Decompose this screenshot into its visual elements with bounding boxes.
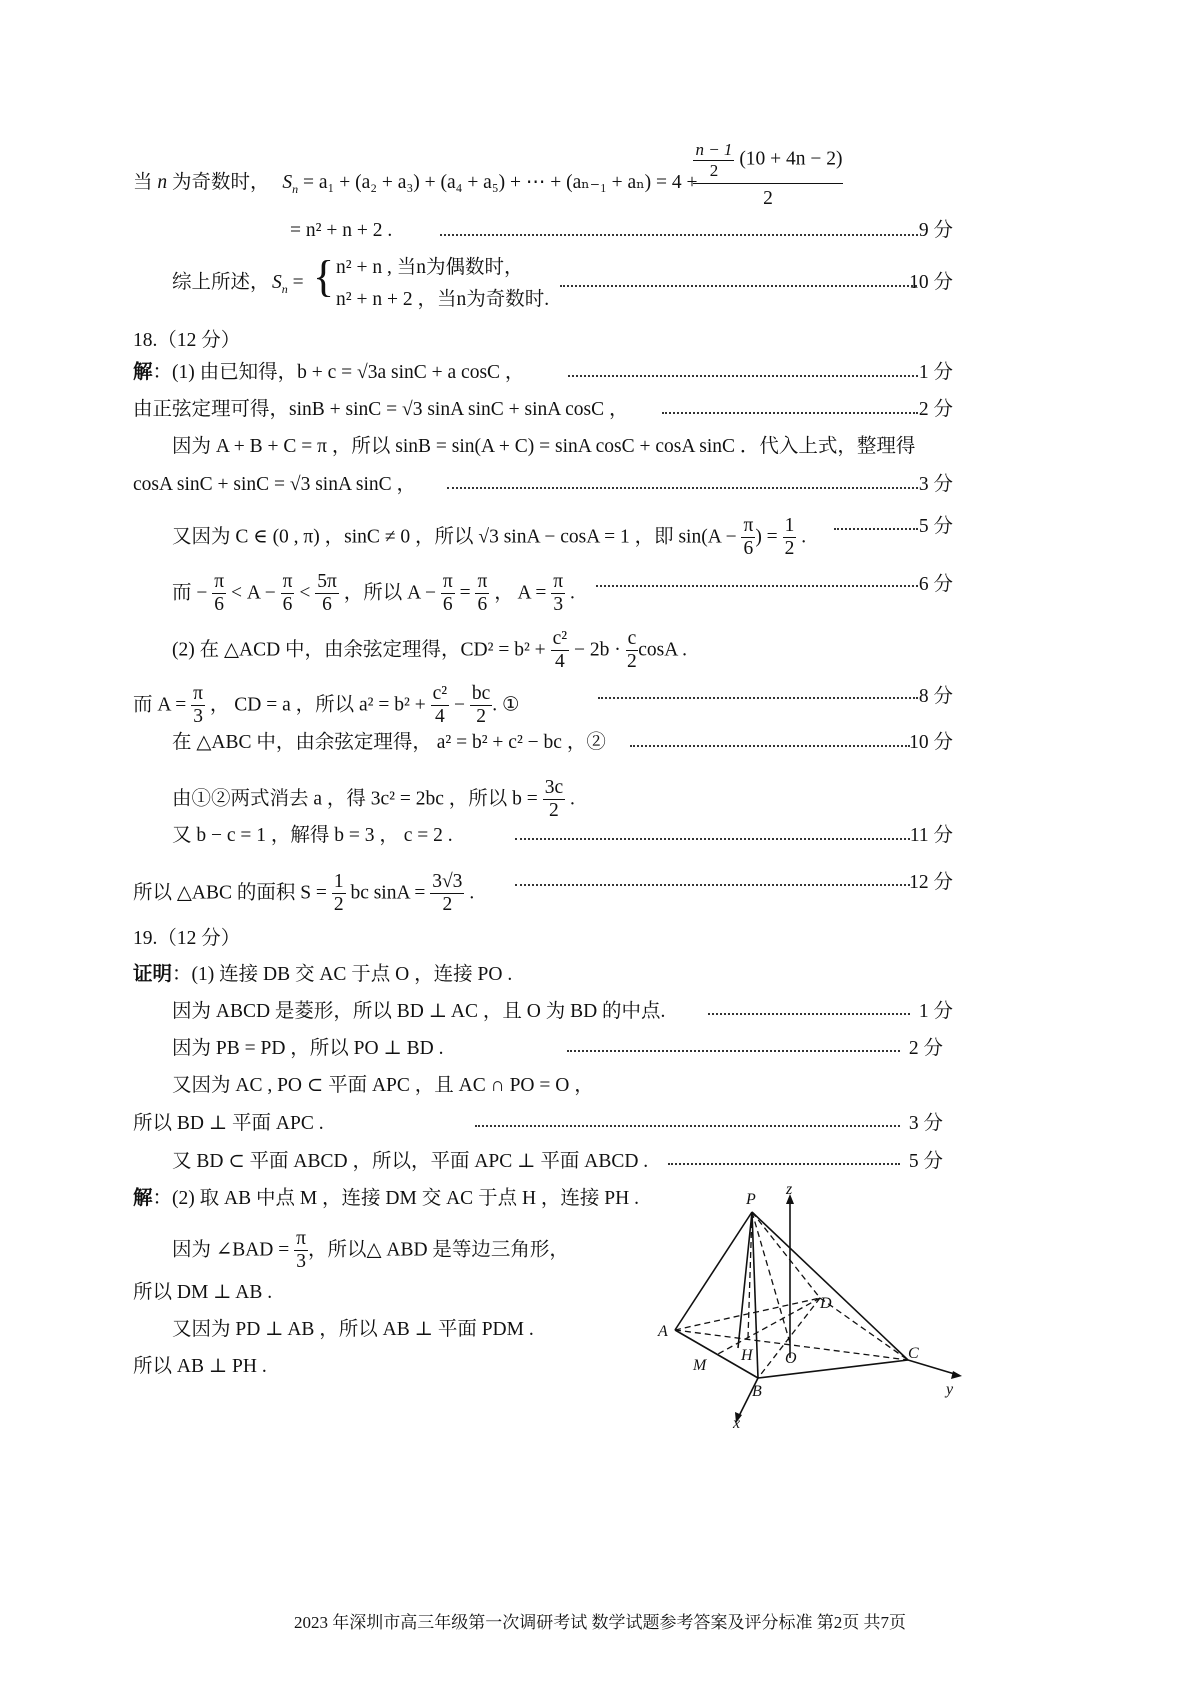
frac-den: 2 (333, 894, 344, 916)
text: < A − (230, 582, 276, 604)
text: − (453, 694, 465, 716)
text: ，所以 A − (343, 582, 436, 604)
score: 3 分 (908, 1113, 943, 1134)
q19-line3: 因为 PB = PD ，所以 PO ⊥ BD . (172, 1038, 444, 1059)
sol-label: 解 (133, 1188, 153, 1209)
q18-line4: cosA sinC + sinC = √3 sinA sinC ， (133, 474, 416, 495)
score: 5 分 (918, 516, 953, 537)
leader-dots (568, 375, 918, 377)
label-x: x (733, 1415, 741, 1432)
leader-dots (630, 745, 910, 747)
case-even: n² + n , 当n为偶数时， (336, 257, 524, 278)
score: 10 分 (909, 732, 953, 753)
frac-den: 3 (553, 594, 564, 616)
score: 1 分 (918, 362, 953, 383)
leader-dots (440, 234, 918, 236)
score: 3 分 (918, 474, 953, 495)
text: 又因为 C ∈ (0 , π) ，sinC ≠ 0 ，所以 √3 sinA − cosA = 1 ，即 sin(A − (172, 526, 737, 548)
text: 所以 △ABC 的面积 S = (133, 882, 327, 904)
text: ， A = (494, 582, 547, 604)
q19-heading: 19.（12 分） (133, 928, 241, 949)
frac-den: 4 (554, 651, 565, 673)
text: ：(2) 取 AB 中点 M ，连接 DM 交 AC 于点 H ，连接 PH . (152, 1188, 639, 1209)
frac-num: π (741, 515, 755, 538)
line-odd-case: 当 n 为奇数时， $S_n = a_1 + (a_2 + a_3) + (a_4 + a_5)$ + ⋯ + (aₙ₋₁ + aₙ) = 4 + (133, 172, 698, 196)
q19-line7 (133, 1189, 639, 1209)
summary-s: $S_n$ = (272, 272, 304, 296)
text: 而 A = (133, 694, 187, 716)
text: ， CD = a ，所以 a² = b² + (209, 694, 426, 716)
leader-dots (596, 585, 918, 587)
score: 1 分 (918, 1001, 953, 1022)
label-B: B (752, 1383, 762, 1400)
leader-dots (567, 1050, 900, 1052)
frac-den: 6 (442, 594, 453, 616)
frac-num: 1 (783, 515, 797, 538)
fraction-denominator: 2 (709, 160, 719, 180)
label-M: M (693, 1357, 707, 1374)
frac-den: 4 (434, 706, 445, 728)
text: < (299, 582, 311, 604)
q18-line2: 由正弦定理可得，sinB + sinC = √3 sinA sinC + sinA cosC ， (133, 399, 629, 420)
text: ：(1) 连接 DB 交 AC 于点 O ，连接 PO . (172, 964, 513, 985)
case-odd: n² + n + 2 ，当n为奇数时. (336, 289, 550, 310)
text: 而 − (172, 582, 208, 604)
frac-den: 2 (476, 706, 486, 728)
leader-dots (560, 285, 917, 287)
q18-line3: 因为 A + B + C = π ，所以 sinB = sin(A + C) = sinA cosC + cosA sinC ．代入上式，整理得 (172, 436, 916, 457)
frac-den: 3 (193, 706, 203, 728)
q18-line7 (172, 628, 687, 674)
text: ，所以△ ABD 是等边三角形， (308, 1239, 569, 1261)
q19-line11: 所以 AB ⊥ PH . (133, 1356, 267, 1377)
text: bc sinA = (350, 882, 426, 904)
leader-dots (598, 697, 918, 699)
q18-line1 (133, 363, 524, 383)
q19-line8 (172, 1228, 569, 1274)
q19-line10: 又因为 PD ⊥ AB ，所以 AB ⊥ 平面 PDM . (172, 1319, 534, 1340)
page-footer: 2023 年深圳市高三年级第一次调研考试 数学试题参考答案及评分标准 第2页 共7页 (294, 1613, 906, 1632)
score: 12 分 (909, 872, 953, 893)
q18-line11: 又 b − c = 1 ，解得 b = 3 ， c = 2 . (172, 825, 453, 846)
frac-den: 6 (477, 594, 488, 616)
frac-num: 3√3 (430, 871, 464, 894)
text: ) = (755, 526, 778, 548)
frac-num: π (281, 571, 295, 594)
leader-dots (515, 884, 910, 886)
label-A: A (658, 1323, 668, 1340)
q19-line1 (133, 965, 512, 985)
frac-num: π (441, 571, 455, 594)
summary-label: 综上所述， (172, 272, 270, 293)
text: cosA . (638, 639, 687, 661)
frac-den: 2 (549, 800, 559, 822)
frac-num: 3c (543, 777, 565, 800)
text: (2) 在 △ACD 中，由余弦定理得，CD² = b² + (172, 639, 546, 661)
q19-line5: 所以 BD ⊥ 平面 APC . (133, 1113, 324, 1134)
text: 为奇数时， (172, 172, 270, 193)
proof-label: 证明 (133, 964, 173, 985)
text: 因为 ∠BAD = (172, 1239, 290, 1261)
fraction-denominator: 2 (763, 188, 773, 210)
frac-den: 6 (743, 538, 754, 560)
q19-line4: 又因为 AC , PO ⊂ 平面 APC ，且 AC ∩ PO = O ， (172, 1075, 594, 1096)
q18-heading: 18.（12 分） (133, 330, 241, 351)
text: ：(1) 由已知得，b + c = √3a sinC + a cosC ， (152, 362, 525, 383)
frac-num: 1 (332, 871, 346, 894)
fraction-numerator: n − 1 (695, 140, 733, 159)
score: 5 分 (908, 1151, 943, 1172)
leader-dots (662, 412, 918, 414)
score: 8 分 (918, 686, 953, 707)
frac-den: 2 (627, 651, 637, 673)
frac-den: 6 (282, 594, 293, 616)
label-P: P (746, 1191, 756, 1208)
frac-num: π (294, 1228, 308, 1251)
text: 当 (133, 172, 153, 193)
text: = (459, 582, 471, 604)
score: 9 分 (918, 220, 953, 241)
q18-line10: 由①②两式消去 a ，得 3c² = 2bc ，所以 b = $\frac{3c}{2}$ . (172, 777, 575, 822)
frac-num: 5π (315, 571, 339, 594)
q18-line5: 又因为 C ∈ (0 , π) ，sinC ≠ 0 ，所以 √3 sinA − cosA = 1 ，即 sin(A − $\frac{\pi}{6}$ ) = $\frac{1}{2}$ . (172, 515, 807, 560)
frac-den: 6 (322, 594, 332, 616)
sol-label: 解 (133, 362, 153, 383)
frac-num: π (475, 571, 489, 594)
frac-den: 2 (442, 894, 453, 916)
frac-num: π (212, 571, 226, 594)
fraction-tail: (10 + 4n − 2) (739, 148, 843, 170)
label-y: y (946, 1381, 954, 1398)
q19-line9: 所以 DM ⊥ AB . (133, 1282, 273, 1303)
frac-num: c (626, 628, 639, 651)
frac-num: bc (470, 683, 492, 706)
text: 由①②两式消去 a ，得 3c² = 2bc ，所以 b = (172, 788, 538, 810)
q19-line2: 因为 ABCD 是菱形，所以 BD ⊥ AC ，且 O 为 BD 的中点. (172, 1001, 666, 1022)
big-fraction (693, 140, 843, 210)
sum-symbol: S (282, 172, 293, 193)
leader-dots (515, 838, 910, 840)
label-C: C (908, 1345, 919, 1362)
line-result-odd: = n² + n + 2 . (290, 220, 393, 241)
q18-line12: 所以 △ABC 的面积 S = $\frac{1}{2}$ bc sinA = $\frac{3√3}{2}$ . (133, 871, 475, 916)
score: 2 分 (908, 1038, 943, 1059)
leader-dots (708, 1013, 910, 1015)
q19-line6: 又 BD ⊂ 平面 ABCD ，所以，平面 APC ⊥ 平面 ABCD . (172, 1151, 649, 1172)
frac-num: c² (431, 683, 450, 706)
label-H: H (741, 1347, 753, 1364)
leader-dots (475, 1125, 900, 1127)
first-equation: = a₁ + (a₂ + a₃) + (a₄ + a₅) + ⋯ + (aₙ₋₁ + aₙ) = 4 + (303, 172, 698, 193)
label-O: O (785, 1350, 797, 1367)
frac-den: 3 (296, 1251, 306, 1273)
frac-den: 2 (784, 538, 795, 560)
text: − 2b · (573, 639, 621, 661)
frac-num: π (191, 683, 205, 706)
label-z: z (786, 1181, 793, 1198)
brace: { (313, 252, 335, 301)
frac-den: 6 (214, 594, 225, 616)
q18-line9: 在 △ABC 中，由余弦定理得， a² = b² + c² − bc ，② (172, 732, 606, 753)
leader-dots (668, 1163, 900, 1165)
leader-dots (447, 487, 918, 489)
frac-num: c² (551, 628, 570, 651)
label-D: D (820, 1295, 832, 1312)
q18-line6: 而 − $\frac{\pi}{6}$ < A − $\frac{\pi}{6}$ < $\frac{5\pi}{6}$ ，所以 A − $\frac{\pi}{6}$ = $\frac{\pi}{6}$ ， A = $\frac{\pi}{3}$ . (172, 571, 575, 616)
q18-line8 (133, 683, 520, 729)
score: 2 分 (918, 399, 953, 420)
score: 10 分 (909, 272, 953, 293)
score: 11 分 (909, 825, 953, 846)
text: . ① (492, 694, 520, 716)
frac-num: π (551, 571, 565, 594)
pyramid-figure (640, 1180, 980, 1440)
score: 6 分 (918, 574, 953, 595)
